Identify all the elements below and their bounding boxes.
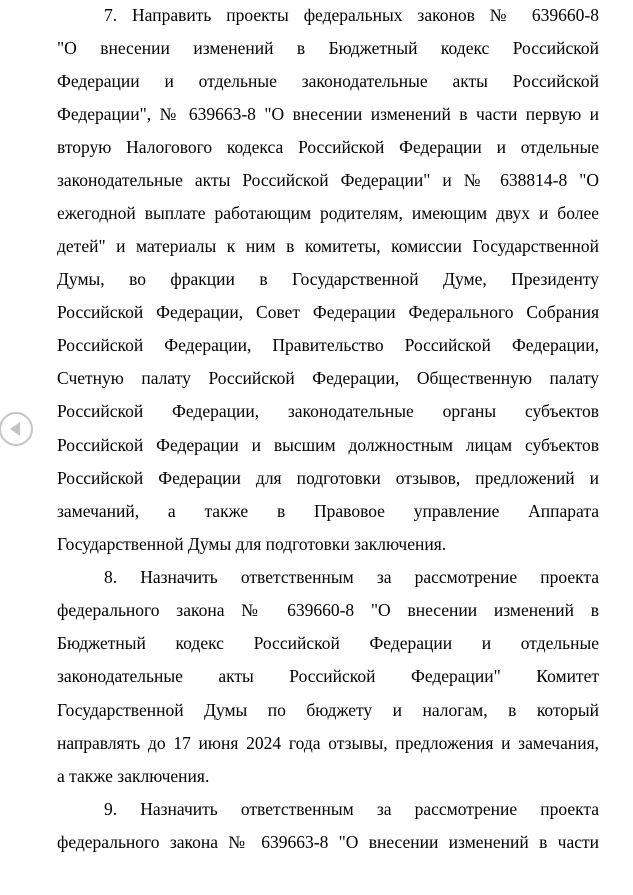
item-9-line-2: федерального закона № 639663-8 "О внесении изменений в части [57, 832, 599, 852]
item-7-line-7: ежегодной выплате работающим родителям, имеющим двух и более [57, 203, 599, 223]
item-8-line-3: Бюджетный кодекс Российской Федерации и отдельные [57, 633, 599, 653]
item-8-line-6: направлять до 17 июня 2024 года отзывы, предложения и замечания, [57, 733, 599, 753]
item-7-line-6: законодательные акты Российской Федерации" и № 638814-8 "О [57, 170, 599, 190]
item-8-line-2: федерального закона № 639660-8 "О внесении изменений в [57, 600, 599, 620]
item-7-line-13: Российской Федерации, законодательные органы субъектов [57, 401, 599, 421]
item-7-line-10: Российской Федерации, Совет Федерации Федерального Собрания [57, 302, 599, 322]
item-7-line-14: Российской Федерации и высшим должностным лицам субъектов [57, 435, 599, 455]
item-7-line-15: Российской Федерации для подготовки отзывов, предложений и [57, 468, 599, 488]
item-7-line-16: замечаний, а также в Правовое управление Аппарата [57, 501, 599, 521]
item-8-line-5: Государственной Думы по бюджету и налогам, в который [57, 700, 599, 720]
item-7-line-11: Российской Федерации, Правительство Российской Федерации, [57, 335, 599, 355]
item-8-line-4: законодательные акты Российской Федерации" Комитет [57, 666, 599, 686]
item-7-line-8: детей" и материалы к ним в комитеты, комиссии Государственной [57, 236, 599, 256]
item-7-line-17: Государственной Думы для подготовки заключения. [57, 534, 447, 554]
item-7-line-5: вторую Налогового кодекса Российской Федерации и отдельные [57, 137, 599, 157]
item-7-line-9: Думы, во фракции в Государственной Думе, Президенту [57, 269, 599, 289]
item-9-line-1: 9. Назначить ответственным за рассмотрение проекта [104, 799, 599, 819]
item-7-line-1: 7. Направить проекты федеральных законов № 639660-8 [104, 5, 599, 25]
item-7-line-12: Счетную палату Российской Федерации, Общественную палату [57, 368, 599, 388]
item-7-line-2: "О внесении изменений в Бюджетный кодекс Российской [57, 38, 599, 58]
item-7-line-4: Федерации", № 639663-8 "О внесении изменений в части первую и [57, 104, 599, 124]
chevron-left-icon [1, 414, 31, 444]
previous-page-button[interactable] [0, 412, 33, 446]
item-7-line-3: Федерации и отдельные законодательные акты Российской [57, 71, 599, 91]
item-8-line-7: а также заключения. [57, 766, 210, 786]
item-8-line-1: 8. Назначить ответственным за рассмотрение проекта [104, 567, 599, 587]
